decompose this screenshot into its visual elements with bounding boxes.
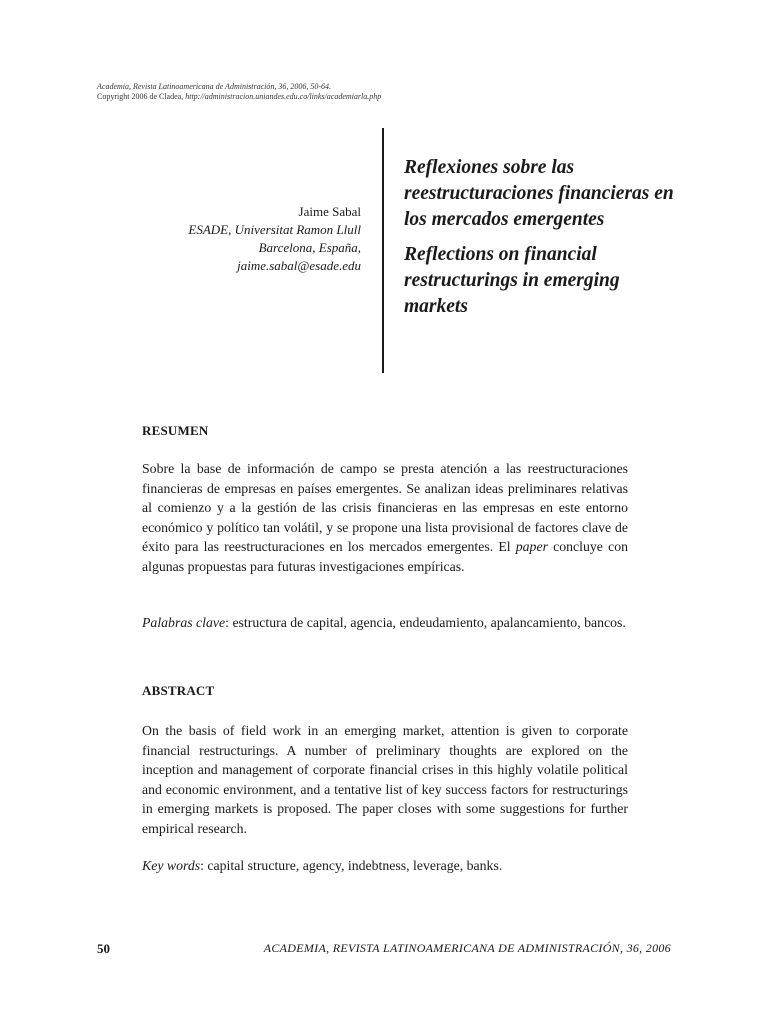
citation-line [97,82,381,92]
citation-header [97,82,381,102]
title-english: Reflections on financial restructurings in emerging markets [404,244,620,317]
abstract-heading: ABSTRACT [142,683,215,698]
title-spanish: Reflexiones sobre las reestructuraciones financieras en los mercados emergentes [404,157,674,230]
volume-pages: 36, 2006, 50-64. [278,82,332,91]
journal-url[interactable]: http://administracion.uniandes.edu.co/links/academiarla.php [185,92,382,101]
resumen-heading: RESUMEN [142,423,209,438]
title-block [404,155,684,320]
copyright-text: Copyright 2006 de Cladea, [97,92,184,101]
copyright-line [97,92,381,102]
resumen-text-italic: paper [515,539,548,554]
resumen-text-2: concluye con algunas propuestas para futuras investigaciones empíricas. [142,539,629,574]
author-block [120,203,361,275]
title-divider [382,128,384,373]
author-name: Jaime Sabal [298,204,361,219]
abstract-keywords [142,856,628,876]
footer-journal: ACADEMIA, REVISTA LATINOAMERICANA DE ADMINISTRACIÓN, 36, 2006 [263,941,671,955]
abstract-keywords-text: : capital structure, agency, indebtness, leverage, banks. [200,858,503,873]
resumen-body [142,459,628,576]
author-affiliation: ESADE, Universitat Ramon Llull [188,222,361,237]
journal-name: Academia, Revista Latinoamericana de Administración, [97,82,277,91]
resumen-keywords-label: Palabras clave [142,615,226,630]
resumen-text-1: Sobre la base de información de campo se presta atención a las reestructuraciones financieras de empresas en países emergentes. Se analizan ideas preliminares relativas al comienzo y a la gestión de las crisis financieras en las empresas en este entorno económico y político tan volátil, y se propone una lista provisional de factores clave de éxito para las reestructuraciones en los mercados emergentes. El [142,461,628,554]
author-location: Barcelona, España, [258,240,361,255]
abstract-keywords-label: Key words [142,858,201,873]
author-email[interactable]: jaime.sabal@esade.edu [237,258,361,273]
resumen-keywords [142,613,628,633]
resumen-keywords-text: : estructura de capital, agencia, endeudamiento, apalancamiento, bancos. [225,615,626,630]
abstract-body: On the basis of field work in an emerging market, attention is given to corporate financial restructurings. A number of preliminary thoughts are explored on the inception and management of corporate financial crises in this highly volatile political and economic environment, and a tentative list of key success factors for restructurings in emerging markets is proposed. The paper closes with some suggestions for further empirical research. [142,723,628,836]
page-number: 50 [97,941,110,956]
